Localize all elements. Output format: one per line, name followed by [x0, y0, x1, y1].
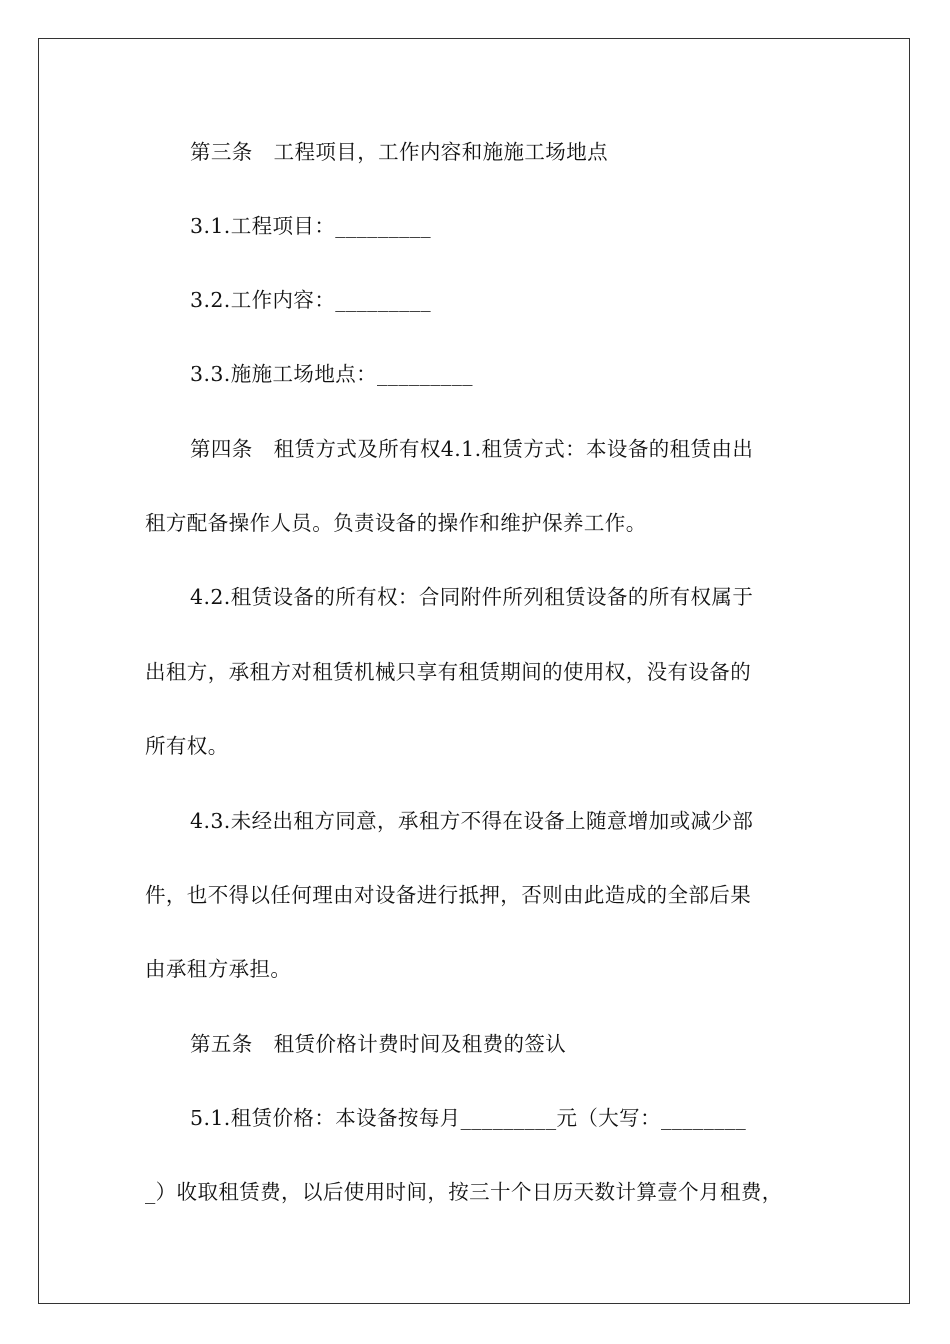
clause-4-3-line-3: 由承租方承担。 [145, 957, 292, 981]
article-3-heading: 第三条 工程项目，工作内容和施施工场地点 [190, 140, 608, 164]
clause-3-1: 3.1.工程项目：_________ [190, 214, 432, 238]
clause-3-2: 3.2.工作内容：_________ [190, 288, 432, 312]
clause-4-2-line-2: 出租方，承租方对租赁机械只享有租赁期间的使用权，没有设备的 [145, 660, 752, 684]
clause-4-3-line-1: 4.3.未经出租方同意，承租方不得在设备上随意增加或减少部 [190, 809, 754, 833]
clause-5-1-line-1: 5.1.租赁价格：本设备按每月_________元（大写：________ [190, 1106, 747, 1130]
clause-4-2-line-3: 所有权。 [145, 734, 229, 758]
article-4-heading: 第四条 租赁方式及所有权4.1.租赁方式：本设备的租赁由出 [190, 437, 754, 461]
article-5-heading: 第五条 租赁价格计费时间及租费的签认 [190, 1032, 567, 1056]
article-4-line-2: 租方配备操作人员。负责设备的操作和维护保养工作。 [145, 511, 647, 535]
clause-4-3-line-2: 件，也不得以任何理由对设备进行抵押，否则由此造成的全部后果 [145, 883, 752, 907]
clause-5-1-line-2: _）收取租赁费，以后使用时间，按三十个日历天数计算壹个月租费， [145, 1180, 783, 1204]
clause-4-2-line-1: 4.2.租赁设备的所有权：合同附件所列租赁设备的所有权属于 [190, 585, 754, 609]
clause-3-3: 3.3.施施工场地点：_________ [190, 362, 473, 386]
